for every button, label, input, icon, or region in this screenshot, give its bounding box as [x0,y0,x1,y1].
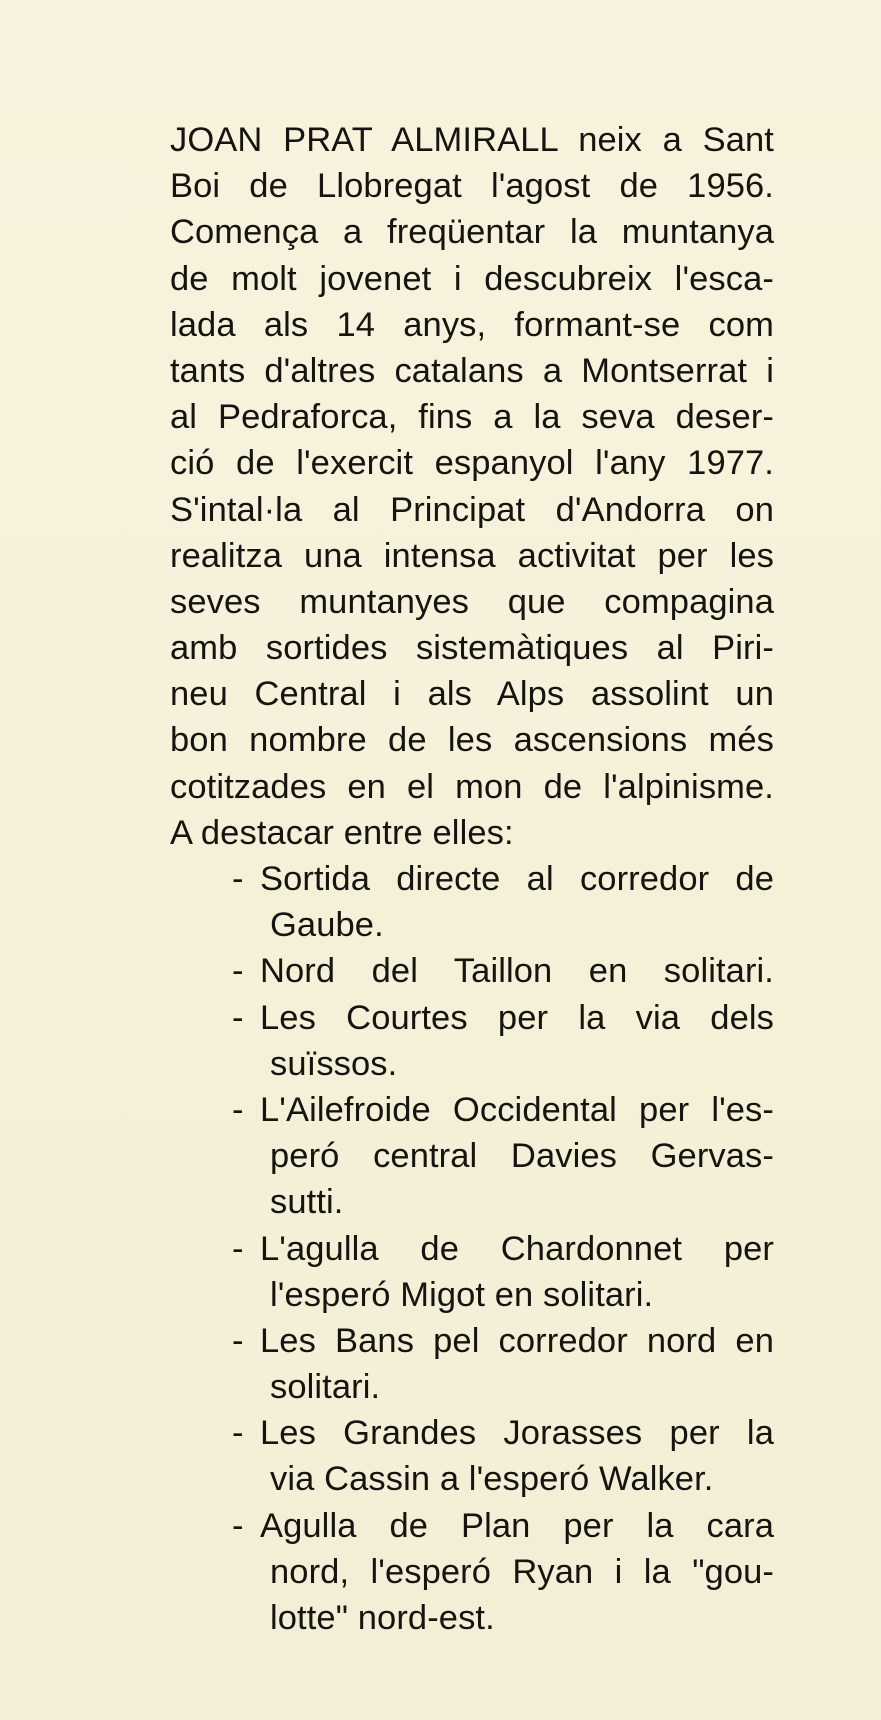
text-line: realitza una intensa activitat per les [170,536,774,575]
list-item-continuation [170,902,774,948]
list-item-text: sutti. [270,1183,344,1222]
list-dash: - [232,952,244,991]
text-line: S'intal·la al Principat d'Andorra on [170,490,774,529]
list-item-text: L'agulla de Chardonnet per [260,1229,774,1268]
list-item-continuation [170,1272,774,1318]
text-line: ció de l'exercit espanyol l'any 1977. [170,444,774,483]
list-item [170,948,774,994]
list-item [170,1087,774,1133]
text-line: JOAN PRAT ALMIRALL neix a Sant [170,121,774,159]
text-line: seves muntanyes que compagina [170,582,774,621]
list-dash: - [232,998,244,1037]
list-item-continuation [170,1456,774,1502]
text-line: Boi de Llobregat l'agost de 1956. [170,167,774,206]
biography-text [170,117,774,1641]
list-item-text: Les Bans pel corredor nord en [260,1321,774,1360]
list-item [170,995,774,1041]
list-item [170,856,774,902]
list-dash: - [232,1321,244,1360]
list-dash: - [232,860,244,898]
list-item [170,1226,774,1272]
list-item-continuation [170,1133,774,1179]
list-item-continuation [170,1041,774,1087]
list-item-text: Gaube. [270,906,384,945]
list-item-text: Sortida directe al corredor de [260,860,774,898]
list-item-text: Les Courtes per la via dels [260,998,774,1037]
list-item [170,1503,774,1549]
list-item-text: Les Grandes Jorasses per la [260,1414,774,1453]
list-item-text: via Cassin a l'esperó Walker. [270,1460,714,1499]
list-item-text: Nord del Taillon en solitari. [260,952,774,991]
list-item-text: Agulla de Plan per la cara [260,1506,774,1545]
list-item-text: peró central Davies Gervas- [270,1137,774,1176]
list-item [170,1410,774,1456]
list-item [170,1318,774,1364]
text-line: Comença a freqüentar la muntanya [170,213,774,252]
list-item-continuation [170,1364,774,1410]
text-line: amb sortides sistemàtiques al Piri- [170,629,774,668]
list-item-continuation [170,1179,774,1225]
text-line: cotitzades en el mon de l'alpinisme. [170,767,774,806]
text-line: A destacar entre elles: [170,813,514,852]
list-item-text: suïssos. [270,1044,398,1083]
list-item-text: l'esperó Migot en solitari. [270,1275,654,1314]
text-line: tants d'altres catalans a Montserrat i [170,351,774,390]
text-line: de molt jovenet i descubreix l'esca- [170,259,774,298]
text-line: al Pedraforca, fins a la seva deser- [170,398,774,437]
list-item-text: solitari. [270,1368,381,1407]
text-line: lada als 14 anys, formant-se com [170,305,774,344]
list-item-continuation [170,1549,774,1595]
list-dash: - [232,1090,244,1129]
list-item-continuation [170,1595,774,1641]
text-line: bon nombre de les ascensions més [170,721,774,760]
list-item-text: lotte" nord-est. [270,1599,495,1637]
list-dash: - [232,1506,244,1545]
list-dash: - [232,1229,244,1268]
list-item-text: L'Ailefroide Occidental per l'es- [260,1090,774,1129]
text-line: neu Central i als Alps assolint un [170,675,774,714]
list-item-text: nord, l'esperó Ryan i la "gou- [270,1552,774,1591]
ascents-list [170,856,774,1641]
list-dash: - [232,1414,244,1453]
